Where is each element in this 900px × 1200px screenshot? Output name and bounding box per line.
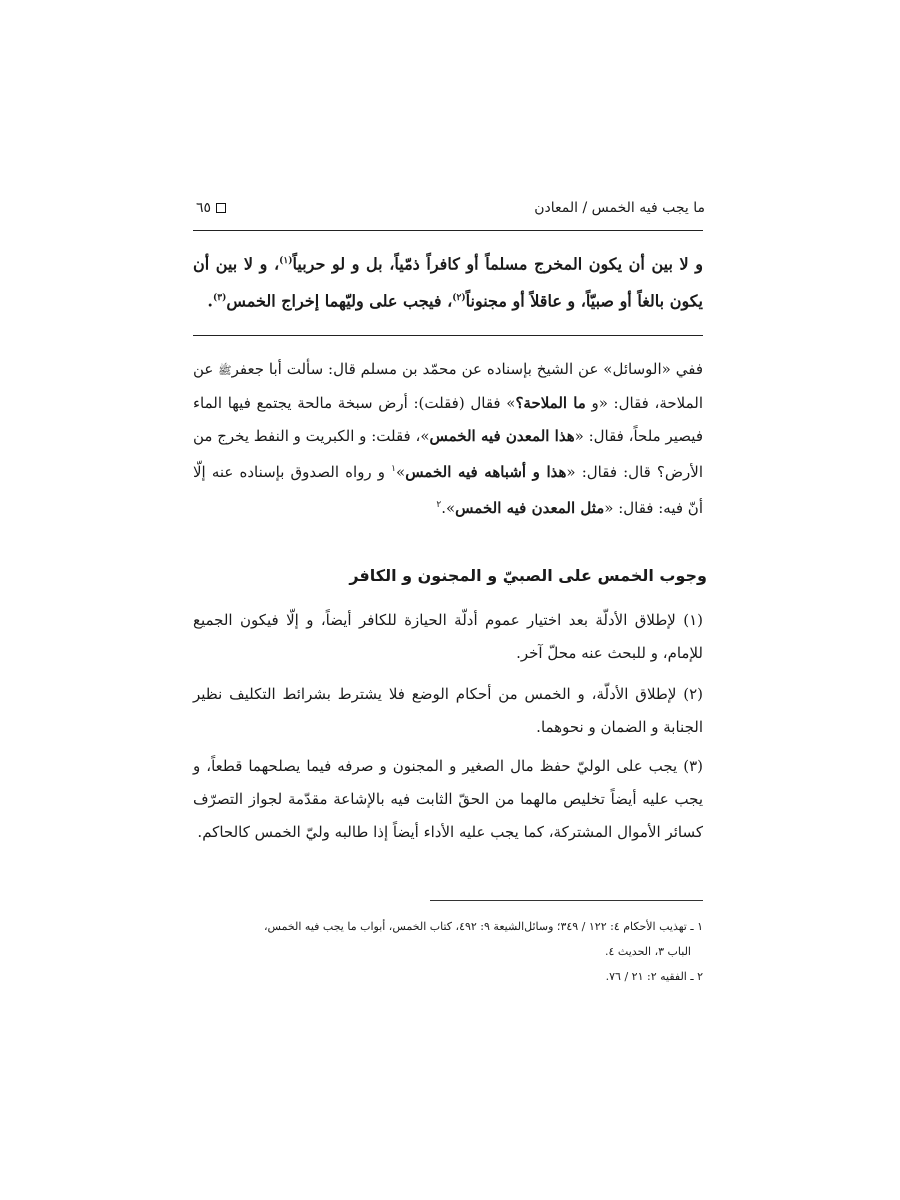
honorific-glyph: ﷺ (218, 364, 232, 377)
page-number-value: ٦٥ (196, 200, 212, 216)
footnotes-block (193, 914, 703, 989)
commentary-text: » (396, 463, 406, 481)
footnote-ref: (٣) (212, 293, 227, 304)
main-text-segment: و لا بين أن يكون المخرج مسلماً أو كافراً ذمّياً، بل و لو حربياً (292, 254, 703, 274)
commentary-quote-bold: مثل المعدن فيه الخمس (455, 499, 605, 517)
page-number (196, 200, 226, 216)
section-rule (193, 335, 703, 336)
commentary-text: »، فقلت: و الكبريت و النفط يخرج من الأرض؟ قال: فقال: « (193, 427, 703, 481)
commentary-text: و رواه الصدوق بإسناده عنه إلّا أنّ فيه: فقال: « (193, 463, 703, 517)
header-rule (193, 230, 703, 231)
footnote-1-continuation: الباب ٣، الحديث ٤. (605, 945, 691, 958)
main-text-segment: ، و لا بين أن يكون بالغاً أو صبيّاً، و عاقلاً أو مجنوناً (193, 254, 703, 311)
commentary-text: ففي «الوسائل» عن الشيخ بإسناده عن محمّد بن مسلم قال: سألت أبا جعفر (231, 360, 703, 378)
commentary-text: عن الملاحة، فقال: «و (193, 360, 703, 412)
commentary-quote-bold: ما الملاحة؟ (515, 394, 586, 412)
commentary-quote-bold: هذا المعدن فيه الخمس (429, 427, 575, 445)
footnote-ref: ٢ (436, 500, 442, 510)
running-header-title: ما يجب فيه الخمس / المعادن (534, 200, 705, 216)
note-paragraph-1: (١) لإطلاق الأدلّة بعد اختيار عموم أدلّة الحيازة للكافر أيضاً، و إلّا فيكون الجميع للإمام، و للبحث عنه محلّ آخر. (193, 611, 703, 662)
main-text-segment: . (207, 291, 213, 311)
main-text-paragraph (193, 244, 703, 319)
footnote-ref: ١ (391, 464, 396, 474)
commentary-quote-bold: هذا و أشباهه فيه الخمس (405, 463, 567, 481)
section-heading: وجوب الخمس على الصبيّ و المجنون و الكافر (349, 566, 707, 585)
square-box-icon (216, 203, 226, 213)
main-text-segment: ، فيجب على وليّهما إخراج الخمس (226, 291, 453, 311)
footnote-ref: (١) (279, 256, 293, 266)
commentary-text: » فقال (فقلت): أرض سبخة مالحة يجتمع فيها الماء فيصير ملحاً، فقال: « (193, 394, 703, 445)
note-paragraph-3: (٣) يجب على الوليّ حفظ مال الصغير و المجنون و صرفه فيما يصلحهما قطعاً، و يجب عليه أيضاً تخليص مالهما من الحقّ الثابت فيه بالإشاعة مقدّمة لجواز التصرّف كسائر الأموال المشتركة، كما يجب عليه الأداء أيضاً إذا طالبه وليّ الخمس كالحاكم. (193, 757, 703, 841)
footnote-ref: (٢) (452, 293, 466, 304)
commentary-text: ». (441, 499, 456, 517)
footnote-separator (430, 900, 703, 901)
note-paragraph-2: (٢) لإطلاق الأدلّة، و الخمس من أحكام الوضع فلا يشترط بشرائط التكليف نظير الجنابة و الضمان و نحوهما. (193, 685, 703, 736)
footnote-2: ٢ ـ الفقيه ٢: ٢١ / ٧٦. (605, 970, 703, 983)
footnote-1: ١ ـ تهذيب الأحكام ٤: ١٢٢ / ٣٤٩؛ وسائل‌الشيعة ٩: ٤٩٢، كتاب الخمس، أبواب ما يجب فيه الخمس، (263, 920, 703, 933)
commentary-paragraph (193, 353, 703, 525)
